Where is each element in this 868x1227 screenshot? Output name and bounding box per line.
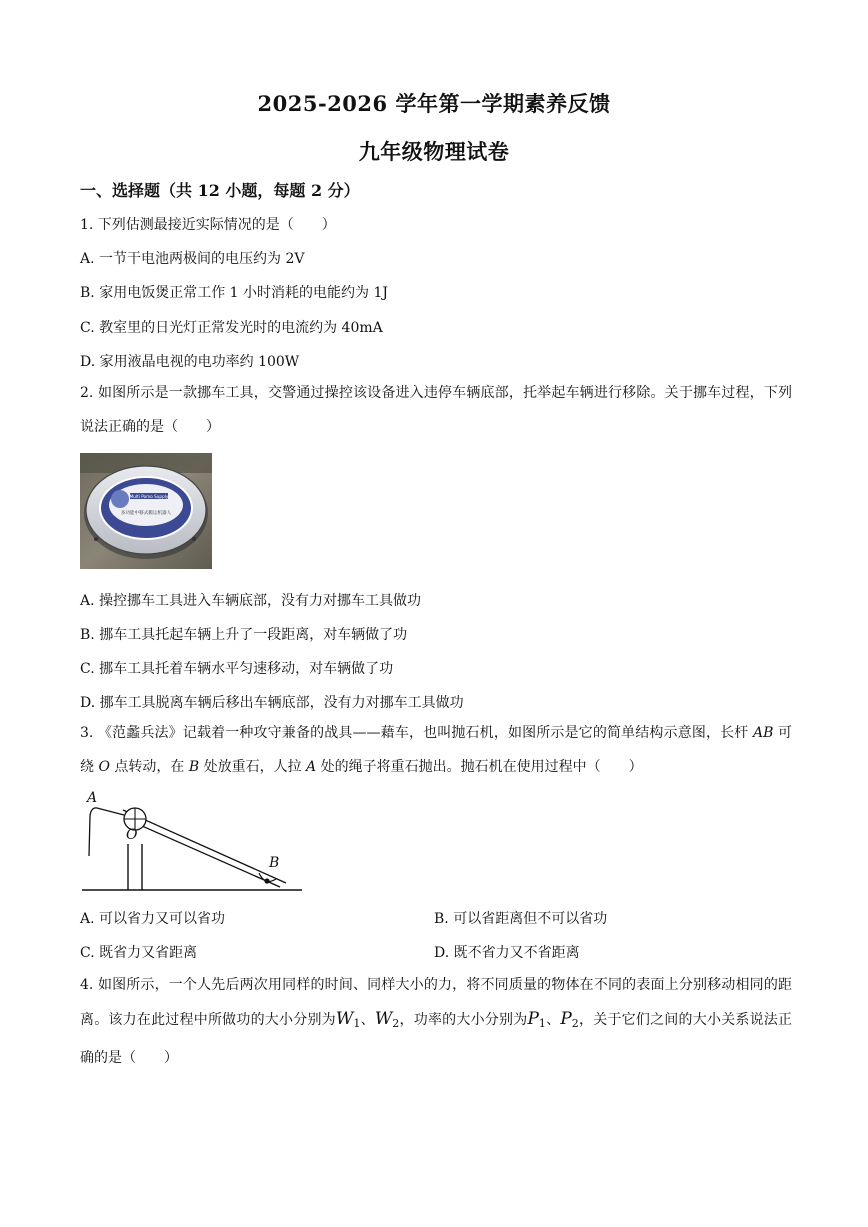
q3-option-a: A. 可以省力又可以省功 — [80, 911, 226, 927]
q3-option-c: C. 既省力又省距离 — [80, 945, 198, 961]
q4-symbol-p1: $P_1$ — [527, 1009, 546, 1030]
q1-stem: 1. 下列估测最接近实际情况的是（ ） — [80, 217, 336, 233]
q1-option-d: D. 家用液晶电视的电功率约 100W — [80, 354, 300, 370]
q2-option-d: D. 挪车工具脱离车辆后移出车辆底部，没有力对挪车工具做功 — [80, 695, 464, 711]
q3-label-b: B — [269, 855, 280, 871]
q2-option-a: A. 操控挪车工具进入车辆底部，没有力对挪车工具做功 — [80, 593, 422, 609]
q3-var-a: A — [306, 759, 317, 775]
q3-option-b: B. 可以省距离但不可以省功 — [434, 911, 608, 927]
exam-subtitle: 九年级物理试卷 — [358, 139, 510, 164]
q3-catapult-diagram — [80, 786, 304, 896]
exam-title: 2025-2026 学年第一学期素养反馈 — [257, 91, 611, 116]
q3-label-a: A — [87, 790, 98, 806]
q1-option-a: A. 一节干电池两极间的电压约为 2V — [80, 251, 305, 267]
q4-stem: 4. 如图所示，一个人先后两次用同样的时间、同样大小的力，将不同质量的物体在不同的表面上分别移动相同的距离。该力在此过程中所做功的大小分别为$W_1$、$W_2$，功率的大小分别为$P_1$、$P_2$，关于它们之间的大小关系说法正确的是（ ） — [80, 977, 793, 1066]
q3-var-ab: AB — [753, 725, 774, 741]
q4-symbol-w2: $W_2$ — [374, 1009, 400, 1030]
q2-stem: 2. 如图所示是一款挪车工具，交警通过操控该设备进入违停车辆底部，托举起车辆进行移除。关于挪车过程，下列说法正确的是（ ） — [80, 385, 792, 435]
q1-option-b: B. 家用电饭煲正常工作 1 小时消耗的电能约为 1J — [80, 285, 388, 301]
q3-label-o: O — [126, 827, 138, 843]
q4-symbol-p2: $P_2$ — [560, 1009, 579, 1030]
section-heading: 一、选择题（共 12 小题，每题 2 分） — [80, 181, 360, 200]
q2-photo-caption-text: 多功能中移式搬运机器人 — [120, 511, 172, 516]
q2-option-b: B. 挪车工具托起车辆上升了一段距离，对车辆做了功 — [80, 627, 408, 643]
q4-symbol-w1: $W_1$ — [335, 1009, 361, 1030]
q3-option-d: D. 既不省力又不省距离 — [434, 945, 580, 961]
q1-option-c: C. 教室里的日光灯正常发光时的电流约为 40mA — [80, 320, 383, 336]
q3-var-o: O — [98, 759, 110, 775]
q2-car-mover-photo — [80, 453, 212, 569]
q2-option-c: C. 挪车工具托着车辆水平匀速移动，对车辆做了功 — [80, 661, 394, 677]
q3-var-b: B — [188, 759, 200, 775]
q3-stem: 3. 《范蠡兵法》记载着一种攻守兼备的战具——藉车，也叫抛石机，如图所示是它的简单结构示意图，长杆 AB 可绕 O 点转动，在 B 处放重石，人拉 A 处的绳子将重石抛出。抛石机在使用过程中（ ） — [80, 725, 793, 775]
q2-photo-brand-text: Multi Pomo Supply — [129, 494, 169, 499]
